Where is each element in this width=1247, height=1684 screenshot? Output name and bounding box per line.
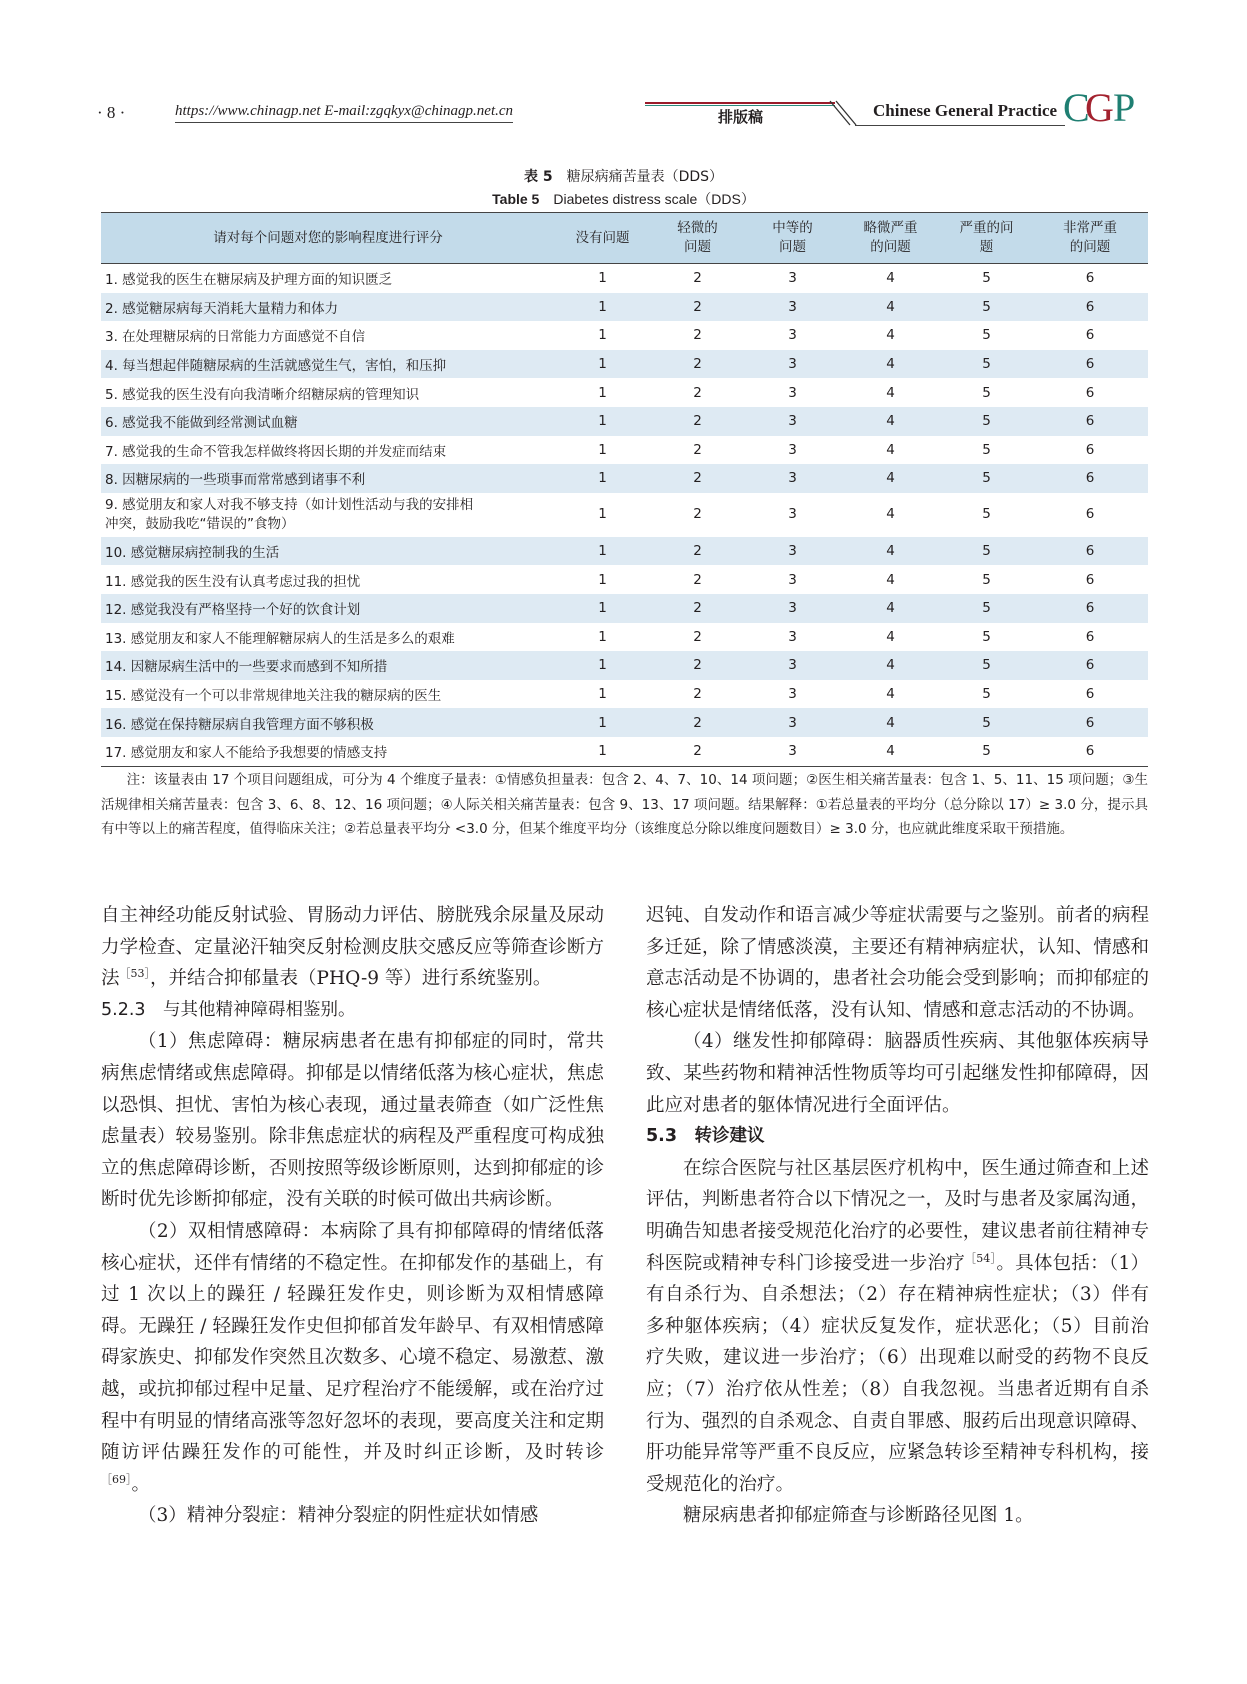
score-cell: 5	[982, 657, 991, 674]
score-cell: 6	[1085, 714, 1095, 731]
score-cell: 4	[886, 356, 895, 373]
score-cell: 6	[1085, 327, 1095, 344]
score-cell: 2	[693, 686, 702, 703]
score-cell: 2	[693, 628, 702, 645]
score-cell: 6	[1085, 298, 1095, 315]
table-row	[101, 651, 1148, 680]
table-caption-cn	[0, 166, 1247, 186]
table-row	[101, 623, 1148, 652]
section-heading: 5.2.3 与其他精神障碍相鉴别。	[101, 999, 356, 1020]
score-cell: 1	[598, 657, 607, 674]
score-cell: 5	[982, 743, 991, 760]
score-cell: 4	[886, 327, 895, 344]
score-cell: 1	[598, 413, 607, 430]
question-cell: 7. 感觉我的生命不管我怎样做终将因长期的并发症而结束	[105, 443, 447, 460]
column-header: 略微严重 的问题	[863, 220, 918, 255]
score-cell: 2	[693, 714, 702, 731]
paragraph: 在综合医院与社区基层医疗机构中，医生通过筛查和上述评估，判断患者符合以下情况之一，及时与患者及家属沟通，明确告知患者接受规范化治疗的必要性，建议患者前往精神专科医院或精神专科门诊接受进一步治疗$^{[54]}$。具体包括：（1）有自杀行为、自杀想法；（2）存在精神病性症状；（3）伴有多种躯体疾病；（4）症状反复发作，症状恶化；（5）目前治疗失败，建议进一步治疗；（6）出现难以耐受的药物不良反应；（7）治疗依从性差；（8）自我忽视。当患者近期有自杀行为、强烈的自杀观念、自责自罪感、服药后出现意识障碍、肝功能异常等严重不良反应，应紧急转诊至精神专科机构，接受规范化的治疗。	[646, 1157, 1149, 1495]
score-cell: 4	[886, 298, 895, 315]
column-header: 轻微的 问题	[677, 220, 718, 255]
caption-label: Table 5	[492, 191, 540, 207]
score-cell: 1	[598, 298, 607, 315]
score-cell: 6	[1085, 506, 1095, 523]
score-cell: 2	[693, 298, 702, 315]
score-cell: 5	[982, 270, 991, 287]
score-cell: 5	[982, 384, 991, 401]
question-cell: 2. 感觉糖尿病每天消耗大量精力和体力	[105, 300, 339, 317]
score-cell: 2	[693, 270, 702, 287]
score-cell: 1	[598, 686, 607, 703]
table-row	[101, 407, 1148, 436]
score-cell: 1	[598, 327, 607, 344]
logo-letter: P	[1113, 85, 1136, 130]
question-cell: 14. 因糖尿病生活中的一些要求而感到不知所措	[105, 659, 388, 676]
score-cell: 5	[982, 470, 991, 487]
score-cell: 3	[788, 743, 797, 760]
table-row	[101, 708, 1148, 737]
score-cell: 6	[1085, 686, 1095, 703]
table-header-row	[101, 213, 1148, 264]
table-row	[101, 594, 1148, 623]
journal-logo	[1063, 85, 1149, 132]
score-cell: 2	[693, 743, 702, 760]
score-cell: 6	[1085, 384, 1095, 401]
score-cell: 2	[693, 506, 702, 523]
score-cell: 3	[788, 714, 797, 731]
score-cell: 1	[598, 356, 607, 373]
score-cell: 6	[1085, 628, 1095, 645]
score-cell: 2	[693, 384, 702, 401]
score-cell: 4	[886, 686, 895, 703]
score-cell: 2	[693, 657, 702, 674]
score-cell: 3	[788, 441, 797, 458]
header-url-email[interactable]: https://www.chinagp.net E-mail:zgqkyx@chinagp.net.cn	[175, 103, 513, 123]
score-cell: 3	[788, 298, 797, 315]
question-cell: 9. 感觉朋友和家人对我不够支持（如计划性活动与我的安排相 冲突，鼓励我吃“错误的”食物）	[105, 496, 474, 532]
score-cell: 3	[788, 506, 797, 523]
score-cell: 1	[598, 506, 607, 523]
score-cell: 5	[982, 714, 991, 731]
column-header: 非常严重 的问题	[1063, 220, 1117, 255]
score-cell: 5	[982, 356, 991, 373]
question-cell: 16. 感觉在保持糖尿病自我管理方面不够积极	[105, 716, 374, 733]
citation[interactable]: ［54］	[965, 1251, 997, 1265]
score-cell: 4	[886, 413, 895, 430]
page-number: · 8 ·	[97, 103, 126, 122]
score-cell: 3	[788, 571, 797, 588]
page-header	[0, 0, 1247, 140]
score-cell: 2	[693, 470, 702, 487]
score-cell: 1	[598, 571, 607, 588]
column-header: 请对每个问题对您的影响程度进行评分	[213, 229, 443, 246]
score-cell: 2	[693, 413, 702, 430]
score-cell: 3	[788, 657, 797, 674]
score-cell: 5	[982, 506, 991, 523]
journal-name: Chinese General Practice	[873, 101, 1058, 120]
question-cell: 10. 感觉糖尿病控制我的生活	[105, 545, 280, 562]
logo-letter: G	[1085, 85, 1114, 130]
section-heading: 5.3 转诊建议	[646, 1126, 765, 1147]
table-row	[101, 321, 1148, 350]
score-cell: 1	[598, 600, 607, 617]
score-cell: 3	[788, 327, 797, 344]
header-rule	[855, 125, 1065, 126]
score-cell: 3	[788, 628, 797, 645]
paragraph: 糖尿病患者抑郁症筛查与诊断路径见图 1。	[683, 1505, 1034, 1527]
paragraph: （3）精神分裂症：精神分裂症的阴性症状如情感	[138, 1505, 539, 1527]
score-cell: 6	[1085, 571, 1095, 588]
paragraph: 迟钝、自发动作和语言减少等症状需要与之鉴别。前者的病程多迁延，除了情感淡漠，主要还有精神病症状，认知、情感和意志活动是不协调的，患者社会功能会受到影响；而抑郁症的核心症状是情绪低落，没有认知、情感和意志活动的不协调。	[646, 905, 1149, 1021]
score-cell: 4	[886, 657, 895, 674]
table-row	[101, 293, 1148, 322]
score-cell: 1	[598, 441, 607, 458]
paragraph: 自主神经功能反射试验、胃肠动力评估、膀胱残余尿量及尿动力学检查、定量泌汗轴突反射检测皮肤交感反应等筛查诊断方法$^{[53]}$，并结合抑郁量表（PHQ-9 等）进行系统鉴别。	[101, 905, 604, 990]
score-cell: 3	[788, 470, 797, 487]
score-cell: 1	[598, 743, 607, 760]
column-header: 中等的 问题	[772, 220, 813, 255]
table-row	[101, 378, 1148, 407]
header-divider-icon	[828, 100, 858, 126]
score-cell: 1	[598, 470, 607, 487]
score-cell: 4	[886, 628, 895, 645]
score-cell: 4	[886, 506, 895, 523]
score-cell: 4	[886, 270, 895, 287]
score-cell: 1	[598, 628, 607, 645]
score-cell: 3	[788, 600, 797, 617]
score-cell: 5	[982, 600, 991, 617]
score-cell: 2	[693, 441, 702, 458]
score-cell: 2	[693, 571, 702, 588]
score-cell: 2	[693, 543, 702, 560]
score-cell: 6	[1085, 441, 1095, 458]
dds-table	[101, 212, 1148, 767]
score-cell: 5	[982, 686, 991, 703]
score-cell: 4	[886, 714, 895, 731]
table-row	[101, 737, 1148, 766]
score-cell: 4	[886, 600, 895, 617]
question-cell: 4. 每当想起伴随糖尿病的生活就感觉生气，害怕，和压抑	[105, 358, 447, 375]
header-rule	[645, 102, 835, 104]
question-cell: 11. 感觉我的医生没有认真考虑过我的担忧	[105, 573, 361, 590]
question-cell: 1. 感觉我的医生在糖尿病及护理方面的知识匮乏	[105, 272, 393, 289]
score-cell: 4	[886, 543, 895, 560]
table-note-text: 注：该量表由 17 个项目问题组成，可分为 4 个维度子量表：①情感负担量表：包含 2、4、7、10、14 项问题；②医生相关痛苦量表：包含 1、5、11、15 项问题；③生活规律相关痛苦量表：包含 3、6、8、12、16 项问题；④人际关相关痛苦量表：包含 9、13、17 项问题。结果解释：①若总量表的平均分（总分除以 17）≥ 3.0 分，提示具有中等以上的痛苦程度，值得临床关注；②若总量表平均分 <3.0 分，但某个维度平均分（该维度总分除以维度问题数目）≥ 3.0 分，也应就此维度采取干预措施。	[101, 772, 1148, 837]
citation[interactable]: ［53］	[119, 967, 151, 981]
score-cell: 6	[1085, 470, 1095, 487]
score-cell: 3	[788, 384, 797, 401]
table-row	[101, 350, 1148, 379]
table-caption-en	[0, 189, 1247, 209]
score-cell: 4	[886, 571, 895, 588]
score-cell: 2	[693, 356, 702, 373]
score-cell: 1	[598, 543, 607, 560]
column-header: 严重的问 题	[959, 220, 1014, 255]
score-cell: 5	[982, 543, 991, 560]
score-cell: 5	[982, 628, 991, 645]
table-row	[101, 264, 1148, 293]
score-cell: 6	[1085, 270, 1095, 287]
question-cell: 6. 感觉我不能做到经常测试血糖	[105, 415, 298, 432]
question-cell: 12. 感觉我没有严格坚持一个好的饮食计划	[105, 602, 361, 619]
score-cell: 3	[788, 686, 797, 703]
logo-letter: C	[1063, 85, 1090, 130]
score-cell: 3	[788, 413, 797, 430]
score-cell: 1	[598, 384, 607, 401]
score-cell: 5	[982, 298, 991, 315]
score-cell: 3	[788, 356, 797, 373]
question-cell: 5. 感觉我的医生没有向我清晰介绍糖尿病的管理知识	[105, 386, 420, 403]
question-cell: 15. 感觉没有一个可以非常规律地关注我的糖尿病的医生	[105, 688, 442, 705]
score-cell: 1	[598, 270, 607, 287]
score-cell: 3	[788, 543, 797, 560]
body-column-right	[646, 900, 1149, 1532]
table-note	[101, 768, 1148, 842]
citation[interactable]: ［69］	[101, 1472, 132, 1486]
table-row	[101, 680, 1148, 709]
score-cell: 6	[1085, 600, 1095, 617]
score-cell: 6	[1085, 356, 1095, 373]
draft-label: 排版稿	[718, 108, 764, 126]
score-cell: 5	[982, 413, 991, 430]
question-cell: 3. 在处理糖尿病的日常能力方面感觉不自信	[105, 329, 366, 346]
paragraph: （2）双相情感障碍：本病除了具有抑郁障碍的情绪低落核心症状，还伴有情绪的不稳定性。在抑郁发作的基础上，有过 1 次以上的躁狂 / 轻躁狂发作史，则诊断为双相情感障碍。无躁狂 / 轻躁狂发作史但抑郁首发年龄早、有双相情感障碍家族史、抑郁发作突然且次数多、心境不稳定、易激惹、激越，或抗抑郁过程中足量、足疗程治疗不能缓解，或在治疗过程中有明显的情绪高涨等忽好忽坏的表现，要高度关注和定期随访评估躁狂发作的可能性，并及时纠正诊断，及时转诊$^{[69]}$。	[101, 1220, 604, 1495]
score-cell: 1	[598, 714, 607, 731]
score-cell: 3	[788, 270, 797, 287]
question-cell: 13. 感觉朋友和家人不能理解糖尿病人的生活是多么的艰难	[105, 630, 455, 647]
question-cell: 17. 感觉朋友和家人不能给予我想要的情感支持	[105, 745, 388, 762]
score-cell: 6	[1085, 743, 1095, 760]
score-cell: 2	[693, 600, 702, 617]
question-cell: 8. 因糖尿病的一些琐事而常常感到诸事不利	[105, 472, 366, 489]
paragraph: （4）继发性抑郁障碍：脑器质性疾病、其他躯体疾病导致、某些药物和精神活性物质等均可引起继发性抑郁障碍，因此应对患者的躯体情况进行全面评估。	[646, 1031, 1149, 1116]
score-cell: 6	[1085, 413, 1095, 430]
score-cell: 6	[1085, 543, 1095, 560]
body-column-left	[101, 900, 604, 1532]
score-cell: 4	[886, 743, 895, 760]
score-cell: 5	[982, 327, 991, 344]
table-row	[101, 537, 1148, 566]
score-cell: 4	[886, 384, 895, 401]
caption-title: 糖尿病痛苦量表（DDS）	[566, 169, 724, 185]
table-row	[101, 493, 1148, 537]
score-cell: 5	[982, 571, 991, 588]
column-header: 没有问题	[575, 229, 630, 246]
caption-title: Diabetes distress scale（DDS）	[553, 191, 755, 207]
score-cell: 2	[693, 327, 702, 344]
caption-label: 表 5	[523, 169, 553, 185]
paragraph: （1）焦虑障碍：糖尿病患者在患有抑郁症的同时，常共病焦虑情绪或焦虑障碍。抑郁是以情绪低落为核心症状，焦虑以恐惧、担忧、害怕为核心表现，通过量表筛查（如广泛性焦虑量表）较易鉴别。除非焦虑症状的病程及严重程度可构成独立的焦虑障碍诊断，否则按照等级诊断原则，达到抑郁症的诊断时优先诊断抑郁症，没有关联的时候可做出共病诊断。	[101, 1031, 604, 1211]
score-cell: 4	[886, 441, 895, 458]
table-row	[101, 464, 1148, 493]
table-row	[101, 436, 1148, 465]
score-cell: 6	[1085, 657, 1095, 674]
table-row	[101, 565, 1148, 594]
score-cell: 4	[886, 470, 895, 487]
score-cell: 5	[982, 441, 991, 458]
